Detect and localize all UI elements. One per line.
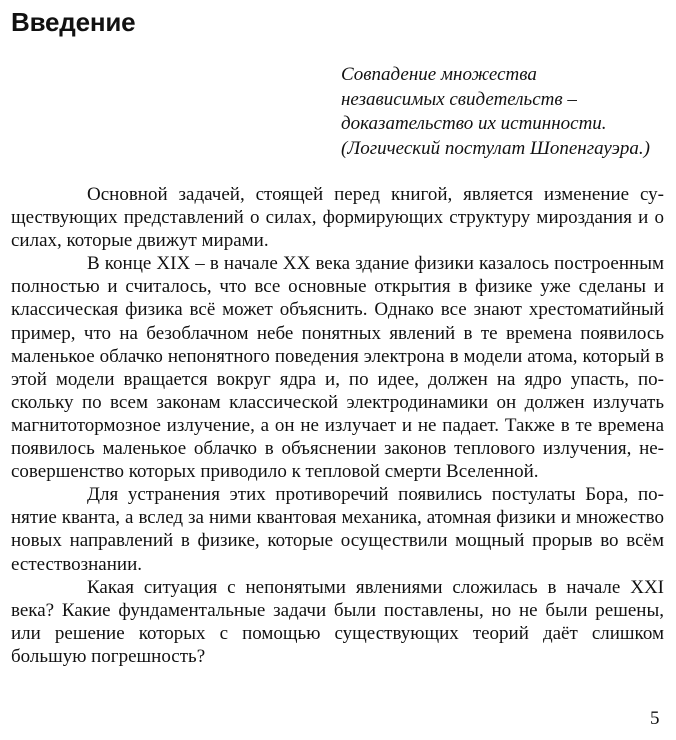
epigraph-line: Совпадение множества xyxy=(341,64,537,85)
epigraph-line: независимых свидетельств – xyxy=(341,88,577,110)
page-number: 5 xyxy=(650,708,660,729)
paragraph: Основной задачей, стоящей перед книгой, является изменение существующих представлений о силах, формирующих структуру мироздания и о силах, которые движут мирами. xyxy=(11,184,664,252)
page-title: Введение xyxy=(11,7,136,37)
paragraph: Какая ситуация с непонятыми явлениями сложилась в начале XXI века? Какие фундаментальные задачи были поставлены, но не были решены, или решение которых с помощью существующих теорий даёт слишком большую погрешность? xyxy=(11,576,664,667)
body-text xyxy=(11,183,664,668)
epigraph xyxy=(341,63,671,161)
epigraph-line: доказательство их истинности. xyxy=(341,113,607,134)
paragraph: В конце XIX – в начале XX века здание физики казалось построенным полностью и считалось, что все основные открытия в физике уже сделаны и классическая физика всё может объяснить. Однако все знают хрестоматийный пример, что на безоблачном небе понятных явлений в те времена появилось маленькое облачко непонятного поведения электрона в модели атома, который в этой модели вращается вокруг ядра и, по идее, должен на ядро упасть, поскольку по всем законам классической электродинамики он должен излучать магнитотормозное излучение, а он не излучает и не падает. Также в те времена появилось маленькое облачко в объяснении законов теплового излучения, несовершенство которых приводило к тепловой смерти Вселенной. xyxy=(11,253,664,483)
epigraph-attribution: (Логический постулат Шопенгауэра.) xyxy=(341,137,650,159)
paragraph: Для устранения этих противоречий появились постулаты Бора, понятие кванта, а вслед за ними квантовая механика, атомная физики и множество новых направлений в физике, которые осуществили мощный прорыв во всём естествознании. xyxy=(11,484,664,575)
